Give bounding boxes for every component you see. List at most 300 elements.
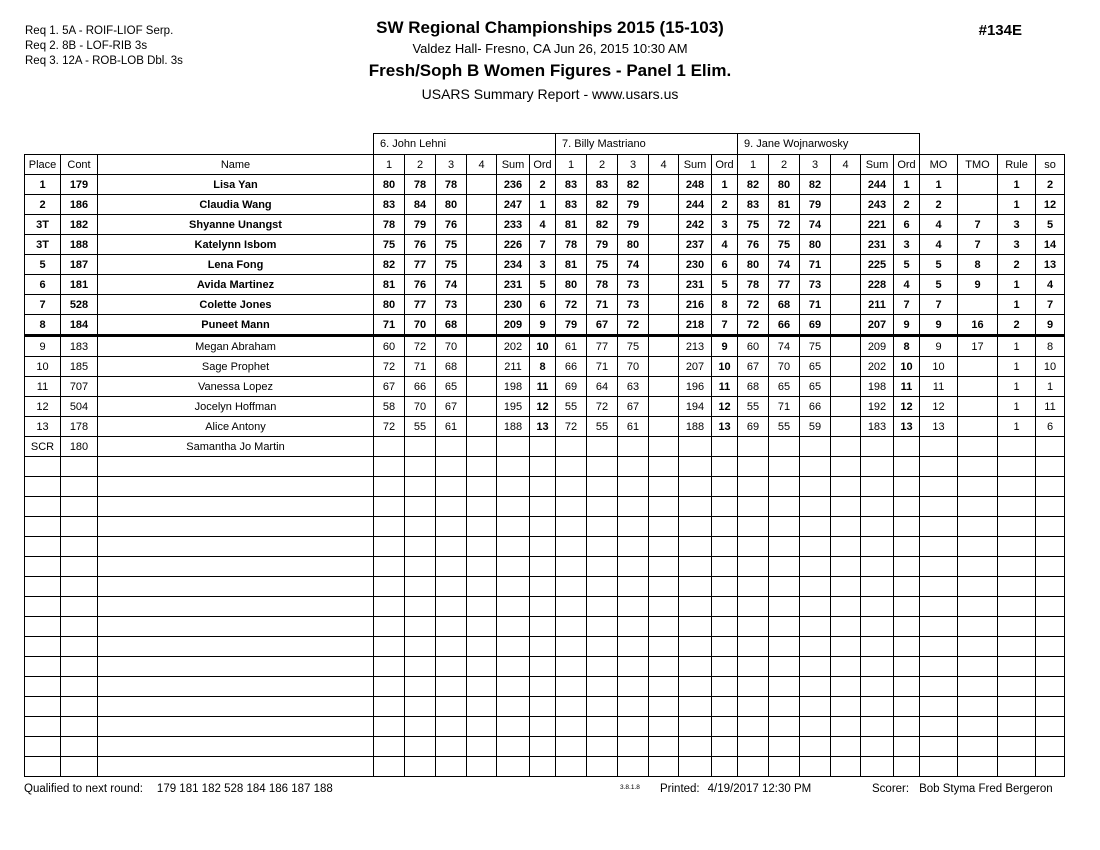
empty-cell [831, 537, 861, 557]
empty-cell [467, 677, 497, 697]
cell-ordinal: 11 [894, 377, 920, 397]
cell-sum: 230 [497, 295, 530, 315]
empty-cell [861, 617, 894, 637]
empty-cell [958, 757, 998, 777]
empty-cell [738, 637, 769, 657]
empty-cell [800, 657, 831, 677]
empty-cell [556, 717, 587, 737]
cell-score: 65 [769, 377, 800, 397]
empty-cell [679, 677, 712, 697]
cell-sum: 213 [679, 336, 712, 357]
cell-so: 10 [1036, 357, 1065, 377]
empty-cell [894, 577, 920, 597]
empty-cell [1036, 697, 1065, 717]
empty-row [25, 537, 1065, 557]
column-header: Ord [530, 155, 556, 175]
empty-cell [61, 717, 98, 737]
requirement-line: Req 3. 12A - ROB-LOB Dbl. 3s [25, 55, 183, 67]
empty-cell [800, 677, 831, 697]
empty-cell [769, 677, 800, 697]
empty-cell [920, 497, 958, 517]
column-header: Sum [679, 155, 712, 175]
empty-cell [587, 717, 618, 737]
cell-score: 72 [587, 397, 618, 417]
empty-cell [679, 557, 712, 577]
cell-score: 71 [800, 295, 831, 315]
cell-ordinal: 8 [712, 295, 738, 315]
empty-cell [738, 657, 769, 677]
cell-score [649, 295, 679, 315]
empty-cell [467, 477, 497, 497]
cell-ordinal: 3 [712, 215, 738, 235]
cell-score: 66 [800, 397, 831, 417]
cell-mo: 5 [920, 275, 958, 295]
empty-cell [769, 657, 800, 677]
empty-cell [998, 477, 1036, 497]
empty-cell [98, 757, 374, 777]
empty-cell [738, 717, 769, 737]
cell-contestant-number: 182 [61, 215, 98, 235]
cell-score: 82 [374, 255, 405, 275]
empty-cell [649, 577, 679, 597]
empty-cell [958, 517, 998, 537]
empty-cell [497, 697, 530, 717]
empty-cell [861, 557, 894, 577]
empty-cell [920, 637, 958, 657]
empty-cell [25, 597, 61, 617]
empty-cell [98, 517, 374, 537]
cell-score [649, 336, 679, 357]
cell-ordinal: 13 [530, 417, 556, 437]
cell-score: 68 [436, 315, 467, 336]
empty-cell [894, 637, 920, 657]
empty-cell [556, 557, 587, 577]
cell-score: 65 [800, 377, 831, 397]
cell-mo: 5 [920, 255, 958, 275]
cell-rule: 1 [998, 195, 1036, 215]
empty-cell [679, 737, 712, 757]
cell-so: 11 [1036, 397, 1065, 417]
cell-score: 70 [405, 397, 436, 417]
cell-score: 80 [556, 275, 587, 295]
empty-cell [998, 517, 1036, 537]
cell-ordinal: 1 [712, 175, 738, 195]
cell-sum: 211 [497, 357, 530, 377]
empty-cell [712, 737, 738, 757]
empty-cell [61, 737, 98, 757]
cell-score [649, 377, 679, 397]
cell-score [649, 235, 679, 255]
empty-cell [712, 457, 738, 477]
cell-sum: 231 [861, 235, 894, 255]
empty-cell [405, 577, 436, 597]
cell-score: 71 [587, 357, 618, 377]
empty-cell [25, 637, 61, 657]
cell-score: 68 [738, 377, 769, 397]
column-header: 3 [436, 155, 467, 175]
cell-sum: 183 [861, 417, 894, 437]
empty-cell [587, 497, 618, 517]
cell-mo: 12 [920, 397, 958, 417]
empty-cell [831, 617, 861, 637]
cell-ordinal: 1 [894, 175, 920, 195]
cell-score: 69 [556, 377, 587, 397]
cell-place: SCR [25, 437, 61, 457]
empty-cell [998, 537, 1036, 557]
cell-score: 72 [405, 336, 436, 357]
cell-place: 2 [25, 195, 61, 215]
cell-score [831, 175, 861, 195]
empty-cell [405, 657, 436, 677]
judge-row-spacer-left [25, 134, 374, 155]
cell-score: 72 [556, 417, 587, 437]
cell-score [649, 215, 679, 235]
empty-cell [920, 677, 958, 697]
cell-score [831, 377, 861, 397]
cell-score [467, 195, 497, 215]
empty-cell [769, 697, 800, 717]
cell-score: 80 [618, 235, 649, 255]
empty-cell [374, 717, 405, 737]
scorer-value: Bob Styma Fred Bergeron [919, 783, 1053, 795]
cell-score: 76 [405, 275, 436, 295]
empty-cell [618, 497, 649, 517]
empty-cell [467, 517, 497, 537]
cell-rule: 1 [998, 377, 1036, 397]
cell-score: 78 [587, 275, 618, 295]
empty-cell [61, 557, 98, 577]
cell-score: 75 [769, 235, 800, 255]
empty-cell [587, 617, 618, 637]
column-header: Rule [998, 155, 1036, 175]
cell-skater-name: Lena Fong [98, 255, 374, 275]
empty-cell [25, 677, 61, 697]
cell-score: 68 [436, 357, 467, 377]
cell-contestant-number: 187 [61, 255, 98, 275]
empty-cell [374, 477, 405, 497]
cell-contestant-number: 186 [61, 195, 98, 215]
cell-score: 81 [769, 195, 800, 215]
empty-cell [405, 537, 436, 557]
empty-cell [831, 497, 861, 517]
empty-cell [405, 477, 436, 497]
empty-cell [800, 477, 831, 497]
empty-cell [958, 557, 998, 577]
cell-score: 72 [556, 295, 587, 315]
cell-score: 64 [587, 377, 618, 397]
empty-cell [831, 477, 861, 497]
cell-sum: 244 [861, 175, 894, 195]
cell-score: 78 [556, 235, 587, 255]
empty-cell [831, 677, 861, 697]
cell-score: 78 [738, 275, 769, 295]
cell-score [649, 437, 679, 457]
cell-place: 12 [25, 397, 61, 417]
cell-score [769, 437, 800, 457]
cell-score: 61 [618, 417, 649, 437]
empty-row [25, 677, 1065, 697]
cell-score: 80 [436, 195, 467, 215]
cell-score: 69 [800, 315, 831, 336]
cell-tmo: 16 [958, 315, 998, 336]
cell-place: 7 [25, 295, 61, 315]
empty-cell [497, 497, 530, 517]
empty-cell [712, 537, 738, 557]
empty-cell [374, 497, 405, 517]
cell-ordinal: 9 [530, 315, 556, 336]
empty-cell [467, 597, 497, 617]
cell-so: 6 [1036, 417, 1065, 437]
cell-score [649, 315, 679, 336]
cell-score: 82 [618, 175, 649, 195]
printed-value: 4/19/2017 12:30 PM [707, 783, 812, 795]
cell-score: 75 [618, 336, 649, 357]
empty-cell [958, 577, 998, 597]
cell-score: 73 [436, 295, 467, 315]
empty-cell [374, 757, 405, 777]
empty-cell [25, 757, 61, 777]
empty-cell [712, 697, 738, 717]
cell-sum: 242 [679, 215, 712, 235]
empty-cell [1036, 737, 1065, 757]
empty-cell [98, 677, 374, 697]
cell-tmo [958, 437, 998, 457]
cell-score [800, 437, 831, 457]
empty-cell [712, 577, 738, 597]
empty-cell [679, 717, 712, 737]
empty-cell [831, 697, 861, 717]
empty-cell [920, 717, 958, 737]
cell-so: 13 [1036, 255, 1065, 275]
cell-ordinal: 9 [712, 336, 738, 357]
cell-score: 67 [738, 357, 769, 377]
empty-cell [649, 697, 679, 717]
empty-cell [738, 697, 769, 717]
empty-cell [800, 617, 831, 637]
empty-cell [1036, 557, 1065, 577]
empty-cell [998, 577, 1036, 597]
empty-cell [861, 477, 894, 497]
empty-cell [649, 477, 679, 497]
cell-score [649, 275, 679, 295]
empty-cell [618, 677, 649, 697]
cell-place: 1 [25, 175, 61, 195]
empty-cell [769, 477, 800, 497]
empty-cell [618, 597, 649, 617]
empty-cell [649, 717, 679, 737]
cell-sum: 209 [497, 315, 530, 336]
cell-mo: 9 [920, 315, 958, 336]
cell-skater-name: Megan Abraham [98, 336, 374, 357]
empty-cell [649, 737, 679, 757]
cell-score: 79 [618, 195, 649, 215]
empty-cell [618, 537, 649, 557]
empty-cell [738, 597, 769, 617]
empty-cell [998, 457, 1036, 477]
empty-cell [61, 597, 98, 617]
cell-rule [998, 437, 1036, 457]
empty-cell [618, 477, 649, 497]
empty-cell [894, 537, 920, 557]
empty-cell [861, 737, 894, 757]
cell-sum: 194 [679, 397, 712, 417]
empty-cell [98, 737, 374, 757]
empty-cell [405, 757, 436, 777]
empty-cell [61, 517, 98, 537]
cell-score: 77 [587, 336, 618, 357]
empty-cell [530, 657, 556, 677]
empty-cell [467, 457, 497, 477]
empty-cell [738, 577, 769, 597]
cell-sum: 233 [497, 215, 530, 235]
cell-score [831, 295, 861, 315]
empty-cell [712, 657, 738, 677]
cell-tmo: 9 [958, 275, 998, 295]
cell-sum: 188 [679, 417, 712, 437]
table-row [25, 295, 1065, 315]
empty-cell [436, 537, 467, 557]
cell-so: 7 [1036, 295, 1065, 315]
empty-cell [831, 657, 861, 677]
cell-contestant-number: 181 [61, 275, 98, 295]
empty-row [25, 617, 1065, 637]
cell-ordinal [894, 437, 920, 457]
empty-cell [861, 497, 894, 517]
cell-score: 67 [374, 377, 405, 397]
empty-cell [1036, 717, 1065, 737]
empty-cell [530, 497, 556, 517]
cell-sum: 237 [679, 235, 712, 255]
cell-score: 69 [738, 417, 769, 437]
cell-score: 76 [405, 235, 436, 255]
empty-cell [769, 557, 800, 577]
cell-score: 83 [587, 175, 618, 195]
empty-cell [497, 677, 530, 697]
empty-cell [958, 617, 998, 637]
cell-score: 79 [618, 215, 649, 235]
empty-cell [1036, 617, 1065, 637]
empty-cell [556, 597, 587, 617]
empty-cell [800, 457, 831, 477]
empty-cell [405, 517, 436, 537]
judge-row-spacer-right [920, 134, 1065, 155]
empty-cell [556, 657, 587, 677]
cell-score: 65 [800, 357, 831, 377]
cell-place: 6 [25, 275, 61, 295]
cell-score [831, 235, 861, 255]
empty-cell [61, 457, 98, 477]
empty-cell [894, 757, 920, 777]
empty-cell [1036, 757, 1065, 777]
empty-row [25, 757, 1065, 777]
cell-score: 61 [556, 336, 587, 357]
table-row [25, 195, 1065, 215]
empty-cell [679, 577, 712, 597]
column-header-row [25, 155, 1065, 175]
cell-contestant-number: 184 [61, 315, 98, 336]
empty-cell [738, 497, 769, 517]
cell-score: 79 [556, 315, 587, 336]
empty-cell [98, 697, 374, 717]
cell-score [831, 215, 861, 235]
empty-row [25, 457, 1065, 477]
empty-cell [25, 657, 61, 677]
empty-cell [618, 557, 649, 577]
column-header: 1 [556, 155, 587, 175]
cell-ordinal: 6 [530, 295, 556, 315]
empty-cell [800, 697, 831, 717]
cell-place: 13 [25, 417, 61, 437]
cell-score: 80 [769, 175, 800, 195]
judge-name: 9. Jane Wojnarwosky [738, 134, 920, 155]
empty-cell [497, 477, 530, 497]
empty-cell [587, 517, 618, 537]
cell-place: 8 [25, 315, 61, 336]
column-header: 1 [374, 155, 405, 175]
empty-cell [467, 497, 497, 517]
empty-cell [861, 517, 894, 537]
empty-cell [25, 457, 61, 477]
empty-cell [800, 737, 831, 757]
empty-cell [374, 577, 405, 597]
cell-place: 11 [25, 377, 61, 397]
empty-cell [556, 617, 587, 637]
empty-cell [556, 677, 587, 697]
cell-score [587, 437, 618, 457]
empty-cell [436, 617, 467, 637]
cell-tmo: 8 [958, 255, 998, 275]
cell-ordinal: 3 [894, 235, 920, 255]
cell-score: 78 [405, 175, 436, 195]
cell-sum: 188 [497, 417, 530, 437]
cell-sum: 211 [861, 295, 894, 315]
empty-cell [618, 657, 649, 677]
empty-cell [1036, 457, 1065, 477]
cell-rule: 2 [998, 255, 1036, 275]
empty-cell [958, 597, 998, 617]
cell-sum [679, 437, 712, 457]
cell-score [467, 275, 497, 295]
empty-cell [920, 517, 958, 537]
empty-cell [998, 717, 1036, 737]
empty-cell [894, 497, 920, 517]
cell-score [649, 417, 679, 437]
empty-cell [618, 457, 649, 477]
empty-cell [649, 517, 679, 537]
empty-cell [1036, 677, 1065, 697]
empty-cell [98, 457, 374, 477]
cell-mo: 11 [920, 377, 958, 397]
empty-cell [25, 557, 61, 577]
cell-score [831, 195, 861, 215]
empty-cell [405, 717, 436, 737]
cell-so: 9 [1036, 315, 1065, 336]
empty-cell [436, 577, 467, 597]
empty-cell [712, 557, 738, 577]
empty-cell [679, 457, 712, 477]
empty-cell [98, 717, 374, 737]
empty-cell [405, 597, 436, 617]
empty-cell [649, 657, 679, 677]
empty-cell [861, 637, 894, 657]
empty-cell [587, 657, 618, 677]
empty-cell [1036, 597, 1065, 617]
cell-score: 80 [374, 295, 405, 315]
cell-score: 84 [405, 195, 436, 215]
table-row [25, 235, 1065, 255]
cell-sum: 226 [497, 235, 530, 255]
empty-cell [958, 737, 998, 757]
